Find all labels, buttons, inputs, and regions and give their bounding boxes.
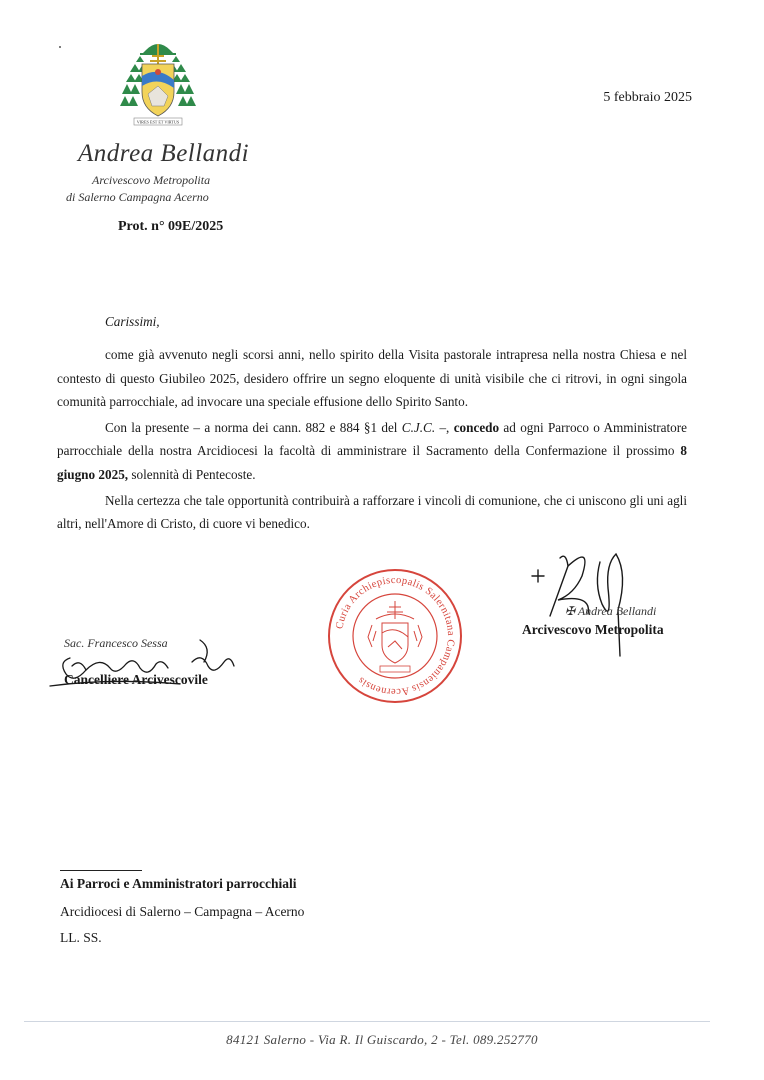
footer-address: 84121 Salerno - Via R. Il Guiscardo, 2 - Tel. 089.252770 [226, 1032, 538, 1047]
paragraph-2: Con la presente – a norma dei cann. 882 e 884 §1 del C.J.C. –, concedo ad ogni Parroco o Amministratore parrocchiale della nostra Arcidiocesi la facoltà di amministrare il Sacramento della Confermazione il prossimo 8 giugno 2025, solennità di Pentecoste. [57, 420, 687, 482]
addressee-abbrev: LL. SS. [60, 930, 102, 945]
letter-date: 5 febbraio 2025 [603, 90, 692, 105]
chancellor-role: Cancelliere Arcivescovile [64, 672, 208, 687]
coat-motto: VIRES EST ET VIRTUS [136, 119, 180, 125]
letter-body [57, 310, 687, 536]
chancellor-name: Sac. Francesco Sessa [64, 636, 168, 650]
scan-speck [59, 46, 61, 48]
seal-text: Curia Archiepiscopalis Salernitana Campaniensis Acernensis [334, 574, 457, 698]
salutation: Carissimi, [105, 314, 160, 329]
concedo-word: concedo [453, 420, 500, 436]
archbishop-name: ✠ Andrea Bellandi [565, 604, 657, 618]
addressee-diocese: Arcidiocesi di Salerno – Campagna – Acerno [60, 904, 305, 919]
paragraph-3: Nella certezza che tale opportunità contribuirà a rafforzare i vincoli di comunione, che ci uniscono gli uni agli altri, nell'Amore di Cristo, di cuore vi benedico. [57, 493, 687, 532]
addressee-divider [60, 870, 142, 871]
cjc-reference: C.J.C. [401, 420, 436, 436]
protocol-number: Prot. n° 09E/2025 [118, 219, 224, 234]
footer-divider [24, 1021, 710, 1022]
confirmation-date: 8 giugno 2025, [57, 443, 687, 482]
curia-seal-icon [326, 567, 464, 705]
letterhead-sender-title: Arcivescovo Metropolita [92, 173, 211, 187]
addressee-title: Ai Parroci e Amministratori parrocchiali [60, 876, 297, 891]
coat-of-arms-icon [118, 36, 198, 128]
archbishop-role: Arcivescovo Metropolita [522, 622, 664, 637]
letterhead-sender-name: Andrea Bellandi [78, 140, 250, 167]
paragraph-1: come già avvenuto negli scorsi anni, nello spirito della Visita pastorale intrapresa nella nostra Chiesa e nel contesto di questo Giubileo 2025, desidero offrire un segno eloquente di unità visibile che ci ritrovi, in ogni singola comunità parrocchiale, ad invocare una speciale effusione dello Spirito Santo. [57, 347, 687, 409]
letterhead-sender-see: di Salerno Campagna Acerno [66, 190, 209, 204]
